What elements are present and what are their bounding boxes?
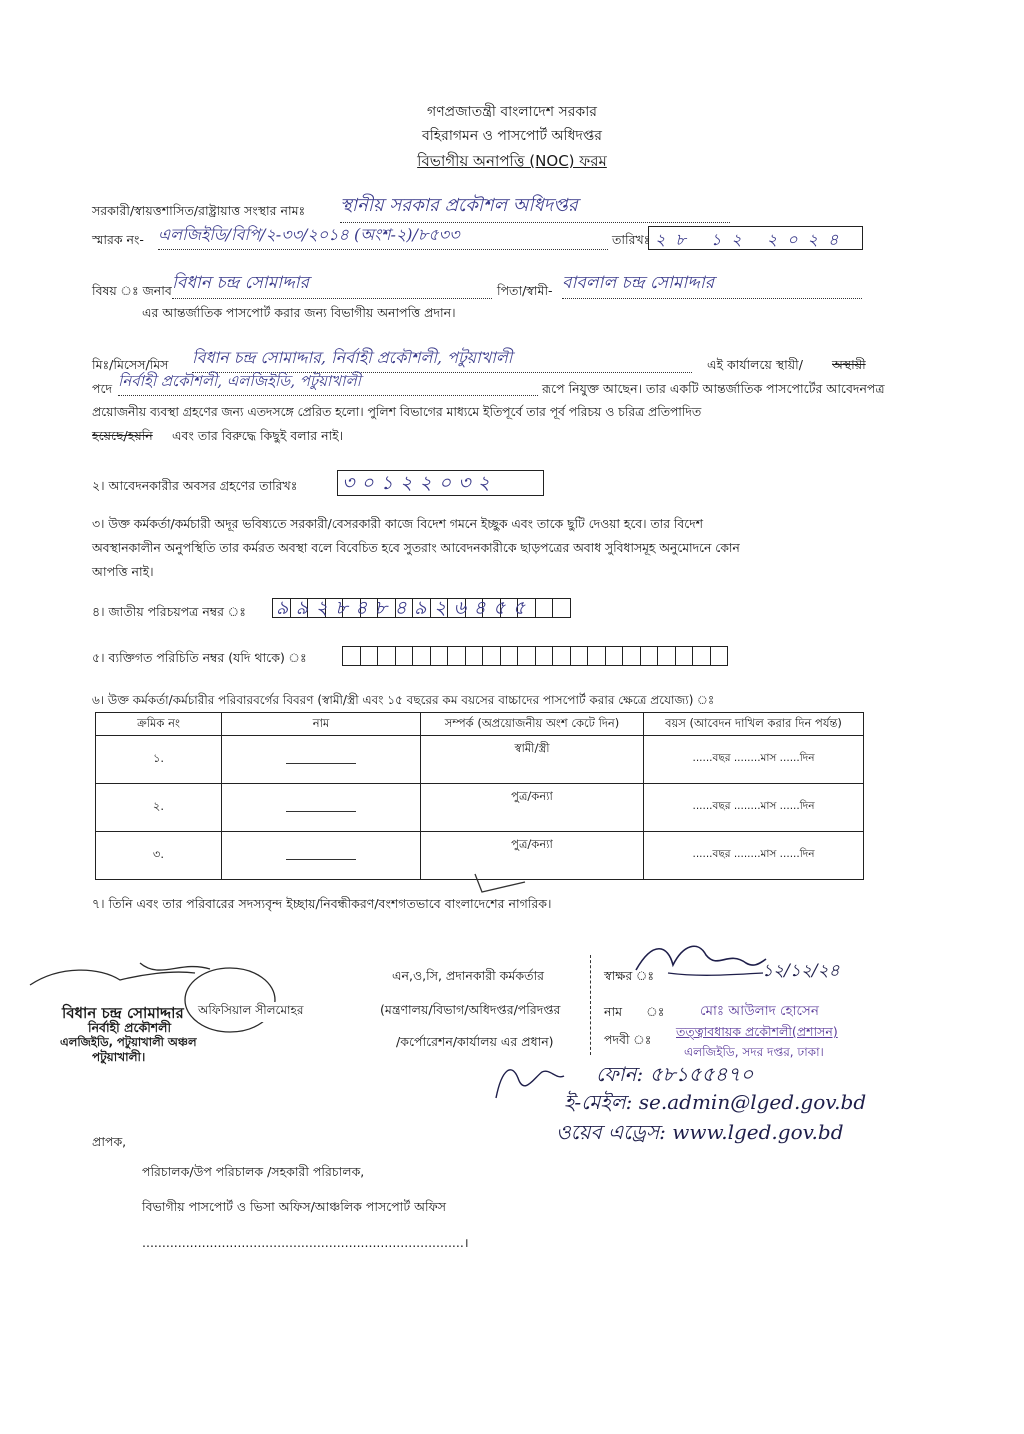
digit-box: [710, 646, 729, 666]
post-value: তত্ত্বাবধায়ক প্রকৌশলী(প্রশাসন): [676, 1024, 838, 1039]
memo-date-label: তারিখঃ: [612, 232, 651, 247]
row-age: ......বছর ........মাস ......দিন: [644, 832, 864, 880]
col-relation: সম্পর্ক (অপ্রয়োজনীয় অংশ কেটে দিন): [421, 713, 644, 736]
digit-box: [675, 646, 694, 666]
digit-box: [552, 646, 571, 666]
row-name-dash: [222, 832, 421, 880]
row-relation: স্বামী/স্ত্রী: [421, 736, 644, 784]
digit-box: [605, 646, 624, 666]
para1-struck-verified: হয়েছে/হয়নি: [92, 428, 153, 443]
para1-hand1: বিধান চন্দ্র সোমাদ্দার, নির্বাহী প্রকৌশলী, পটুয়াখালী: [192, 345, 692, 373]
date-boxes: [648, 226, 863, 250]
col-name: নাম: [222, 713, 421, 736]
digit-box: [360, 646, 379, 666]
digit-box: [535, 646, 554, 666]
issuer-line2: (মন্ত্রণালয়/বিভাগ/অধিদপ্তর/পরিদপ্তর: [380, 1002, 561, 1017]
father-label: পিতা/স্বামী-: [497, 283, 553, 298]
item3-line1: ৩। উক্ত কর্মকর্তা/কর্মচারী অদূর ভবিষ্যতে সরকারী/বেসরকারী কাজে বিদেশ গমনে ইচ্ছুক এবং তাকে ছুটি দেওয়া হবে। তার বিদেশ: [92, 517, 703, 531]
digit-box: [377, 646, 396, 666]
digit-box: [552, 598, 571, 618]
digit-box: [570, 646, 589, 666]
para1-line4: এবং তার বিরুদ্ধে কিছুই বলার নাই।: [172, 428, 344, 443]
org-label: সরকারী/স্বায়ত্তশাসিত/রাষ্ট্রায়াত্ত সংস্থার নামঃ: [92, 203, 306, 218]
seal-place: পটুয়াখালী।: [92, 1050, 146, 1064]
header-department: বহিরাগমন ও পাসপোর্ট অধিদপ্তর: [421, 128, 603, 144]
sign-label: স্বাক্ষর ঃ: [604, 968, 655, 983]
digit-box: [517, 646, 536, 666]
name-value: মোঃ আউলাদ হোসেন: [700, 1003, 819, 1019]
recipient-line2: বিভাগীয় পাসপোর্ট ও ভিসা অফিস/আঞ্চলিক পাসপোর্ট অফিস: [142, 1199, 446, 1214]
subject-name: বিধান চন্দ্র সোমাদ্দার: [172, 270, 492, 299]
name-label: নাম: [604, 1004, 623, 1019]
divider: [590, 955, 591, 1055]
row-age: ......বছর ........মাস ......দিন: [644, 736, 864, 784]
digit-box: [482, 646, 501, 666]
issuer-line3: /কর্পোরেশন/কার্যালয় এর প্রধান): [396, 1034, 554, 1049]
row-name-dash: [222, 736, 421, 784]
col-serial: ক্রমিক নং: [96, 713, 222, 736]
office-value: এলজিইডি, সদর দপ্তর, ঢাকা।: [684, 1045, 824, 1059]
retirement-date: ৩০১২২০৩২: [342, 472, 497, 494]
recipient-line3: .................................................................................।: [142, 1235, 469, 1250]
retirement-date-box: [337, 470, 544, 496]
memo-date-value: ২৮ ১২ ২০২৪: [655, 230, 849, 249]
para1-line3: প্রয়োজনীয় ব্যবস্থা গ্রহণের জন্য এতদসঙ্গে প্রেরিত হলো। পুলিশ বিভাগের মাধ্যমে ইতিপূর্বে তার পূর্ব পরিচয় ও চরিত্র প্রতিপাদিত: [92, 405, 702, 419]
digit-box: [447, 646, 466, 666]
table-row: [96, 784, 864, 832]
digit-box: [535, 598, 554, 618]
seal-label: অফিসিয়াল সীলমোহর: [198, 1002, 303, 1022]
personal-id-label: ৫। ব্যক্তিগত পরিচিতি নম্বর (যদি থাকে) ঃ: [92, 650, 307, 665]
form-title: বিভাগীয় অনাপত্তি (NOC) ফরম: [417, 152, 607, 170]
digit-box: [500, 646, 519, 666]
para1-struck-temporary: অস্থায়ী: [832, 357, 866, 372]
para1-suffix1: এই কার্যালয়ে স্থায়ী/: [707, 357, 803, 372]
para1-hand2: নির্বাহী প্রকৌশলী, এলজিইডি, পটুয়াখালী: [118, 370, 538, 396]
row-serial: ২.: [96, 784, 222, 832]
issuer-line1: এন,ও,সি, প্রদানকারী কর্মকর্তার: [392, 968, 544, 983]
item3-line3: আপত্তি নাই।: [92, 564, 154, 579]
para1-prefix: মিঃ/মিসেস/মিস: [92, 357, 169, 372]
contact-web: ওয়েব এড্রেস: www.lged.gov.bd: [556, 1120, 844, 1144]
citizenship-line: ৭। তিনি এবং তার পরিবারের সদস্যবৃন্দ ইচ্ছায়/নিবন্ধীকরণ/বংশগতভাবে বাংলাদেশের নাগরিক।: [92, 896, 552, 911]
digit-box: [640, 646, 659, 666]
initials-scribble: [490, 1058, 570, 1108]
row-name-dash: [222, 784, 421, 832]
para1-line2-prefix: পদে: [92, 381, 113, 396]
nid-label: ৪। জাতীয় পরিচয়পত্র নম্বর ঃ: [92, 604, 246, 619]
recipient-line1: পরিচালক/উপ পরিচালক /সহকারী পরিচালক,: [142, 1164, 365, 1179]
org-value: স্থানীয় সরকার প্রকৌশল অধিদপ্তর: [340, 191, 730, 223]
row-relation: পুত্র/কন্যা: [421, 784, 644, 832]
digit-box: [430, 646, 449, 666]
digit-box: [412, 646, 431, 666]
table-row: [96, 736, 864, 784]
recipient-label: প্রাপক,: [92, 1134, 127, 1149]
sign-date: ১২/১২/২৪: [762, 961, 840, 981]
family-table: [95, 712, 864, 880]
subject-label: বিষয় ঃ জনাব: [92, 283, 172, 298]
digit-box: [587, 646, 606, 666]
row-age: ......বছর ........মাস ......দিন: [644, 784, 864, 832]
digit-box: [622, 646, 641, 666]
memo-label: স্মারক নং-: [92, 232, 144, 247]
digit-box: [657, 646, 676, 666]
digit-box: [692, 646, 711, 666]
nid-value: ৯৯২৮৪৮৪৯২৬৪৫৫: [276, 597, 533, 619]
handwritten-signature: [628, 935, 768, 985]
family-label: ৬। উক্ত কর্মকর্তা/কর্মচারীর পরিবারবর্গের বিবরণ (স্বামী/স্ত্রী এবং ১৫ বছরের কম বয়সের বাচ্চাদের পাসপোর্ট করার ক্ষেত্রে প্রযোজ্য) ঃ: [92, 693, 715, 707]
digit-box: [395, 646, 414, 666]
para1-line2: রূপে নিযুক্ত আছেন। তার একটি আন্তর্জাতিক পাসপোর্টের আবেদনপত্র: [542, 381, 885, 396]
seal-office: এলজিইডি, পটুয়াখালী অঞ্চল: [60, 1035, 197, 1049]
post-label: পদবী ঃ: [604, 1032, 652, 1047]
check-mark: [470, 872, 530, 896]
contact-email: ই-মেইল: se.admin@lged.gov.bd: [564, 1090, 867, 1114]
personal-id-boxes: [342, 646, 727, 666]
digit-box: [342, 646, 361, 666]
row-serial: ৩.: [96, 832, 222, 880]
header-govt: গণপ্রজাতন্ত্রী বাংলাদেশ সরকার: [427, 104, 597, 120]
seal-name: বিধান চন্দ্র সোমাদ্দার: [62, 1004, 184, 1022]
retirement-label: ২। আবেদনকারীর অবসর গ্রহণের তারিখঃ: [92, 478, 298, 493]
row-relation: পুত্র/কন্যা: [421, 832, 644, 880]
item3-line2: অবস্থানকালীন অনুপস্থিতি তার কর্মরত অবস্থা বলে বিবেচিত হবে সুতরাং আবেদনকারীকে ছাড়পত্রের অবাধ সুবিধাসমূহ অনুমোদনে কোন: [92, 541, 740, 555]
contact-phone: ফোন: ৫৮১৫৫৪৭০: [596, 1062, 754, 1086]
memo-value: এলজিইডি/বিপি/২-৩৩/২০১৪ (অংশ-২)/৮৫৩৩: [158, 222, 608, 250]
seal-title: নির্বাহী প্রকৌশলী: [88, 1020, 172, 1035]
father-name: বাবলাল চন্দ্র সোমাদ্দার: [562, 270, 862, 299]
nid-boxes: [272, 598, 570, 618]
row-serial: ১.: [96, 736, 222, 784]
digit-box: [465, 646, 484, 666]
col-age: বয়স (আবেদন দাখিল করার দিন পর্যন্ত): [644, 713, 864, 736]
subject-line2: এর আন্তর্জাতিক পাসপোর্ট করার জন্য বিভাগীয় অনাপত্তি প্রদান।: [142, 305, 456, 320]
